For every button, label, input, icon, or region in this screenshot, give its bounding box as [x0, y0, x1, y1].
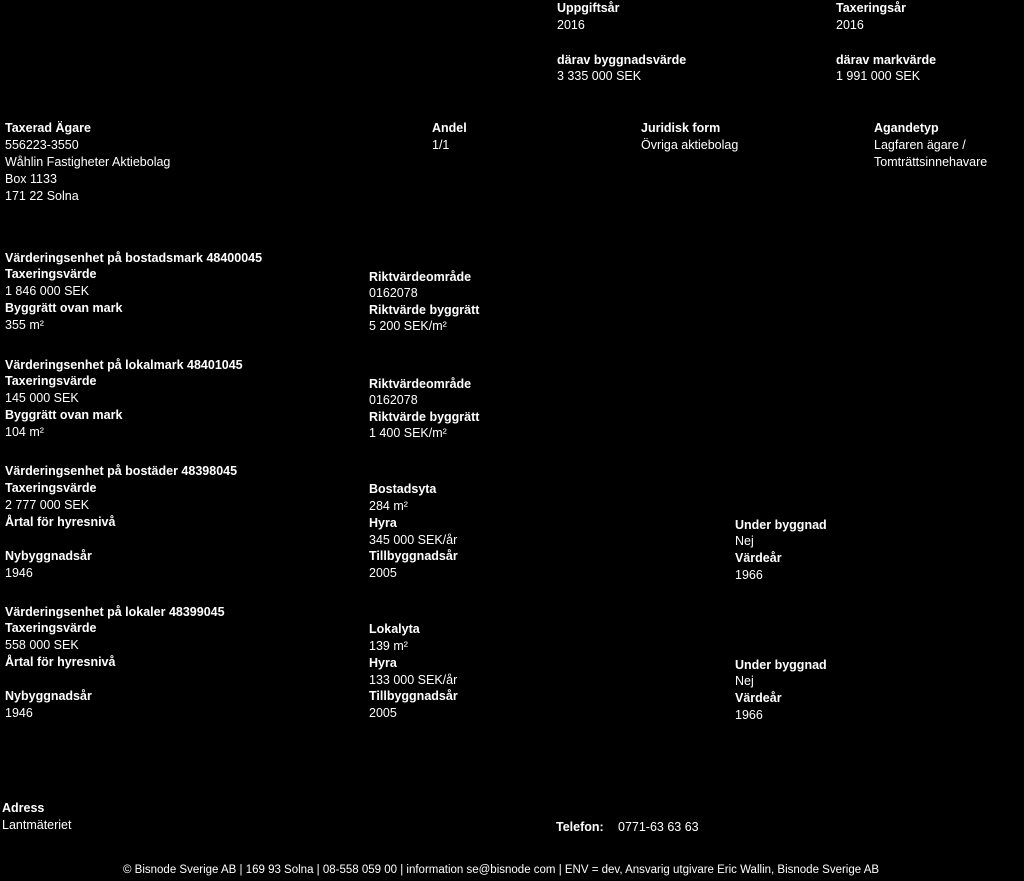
bostader-nybyggnadsar-label: Nybyggnadsår: [5, 549, 92, 563]
bostader-hyra-value: 345 000 SEK/år: [369, 533, 458, 547]
bostader-heading: Värderingsenhet på bostäder 48398045: [5, 464, 238, 478]
taxeringsar-label: Taxeringsår: [836, 1, 906, 15]
bostadsmark-riktvardeomrade-label: Riktvärdeområde: [369, 270, 472, 284]
bostader-tillbyggnadsar-value: 2005: [369, 566, 397, 580]
lokalmark-riktvarde-byggratt-label: Riktvärde byggrätt: [369, 410, 480, 424]
bostader-nybyggnadsar-value: 1946: [5, 566, 33, 580]
bostader-under-byggnad-label: Under byggnad: [735, 518, 827, 532]
bostadsmark-byggratt-value: 355 m²: [5, 318, 44, 332]
bostadsmark-taxeringsvarde-value: 1 846 000 SEK: [5, 284, 90, 298]
lokaler-yta-label: Lokalyta: [369, 622, 420, 636]
bostadsmark-riktvarde-byggratt-label: Riktvärde byggrätt: [369, 303, 480, 317]
lokaler-yta-value: 139 m²: [369, 639, 408, 653]
lokalmark-taxeringsvarde-label: Taxeringsvärde: [5, 374, 97, 388]
taxeringsar-value: 2016: [836, 18, 864, 32]
lokalmark-riktvardeomrade-value: 0162078: [369, 393, 418, 407]
bostader-vardear-label: Värdeår: [735, 551, 782, 565]
lokaler-under-byggnad-value: Nej: [735, 674, 754, 688]
owner-name: Wåhlin Fastigheter Aktiebolag: [5, 155, 171, 169]
andel-label: Andel: [432, 121, 467, 135]
agandetyp-value-line1: Lagfaren ägare /: [874, 138, 966, 152]
bostader-vardear-value: 1966: [735, 568, 763, 582]
uppgiftsar-value: 2016: [557, 18, 585, 32]
adress-value: Lantmäteriet: [2, 818, 72, 832]
bostadsmark-riktvarde-byggratt-value: 5 200 SEK/m²: [369, 319, 447, 333]
lokalmark-taxeringsvarde-value: 145 000 SEK: [5, 391, 79, 405]
adress-label: Adress: [2, 801, 45, 815]
lokaler-tillbyggnadsar-label: Tillbyggnadsår: [369, 689, 458, 703]
bostadsmark-taxeringsvarde-label: Taxeringsvärde: [5, 267, 97, 281]
bostader-yta-value: 284 m²: [369, 499, 408, 513]
lokaler-tillbyggnadsar-value: 2005: [369, 706, 397, 720]
bostader-taxeringsvarde-value: 2 777 000 SEK: [5, 498, 90, 512]
lokaler-under-byggnad-label: Under byggnad: [735, 658, 827, 672]
uppgiftsar-label: Uppgiftsår: [557, 1, 620, 15]
juridisk-form-label: Juridisk form: [641, 121, 721, 135]
lokaler-nybyggnadsar-label: Nybyggnadsår: [5, 689, 92, 703]
bostader-under-byggnad-value: Nej: [735, 534, 754, 548]
lokaler-heading: Värderingsenhet på lokaler 48399045: [5, 605, 225, 619]
lokalmark-riktvarde-byggratt-value: 1 400 SEK/m²: [369, 426, 447, 440]
juridisk-form-value: Övriga aktiebolag: [641, 138, 739, 152]
byggnadsvarde-value: 3 335 000 SEK: [557, 69, 642, 83]
bostader-taxeringsvarde-label: Taxeringsvärde: [5, 481, 97, 495]
markvarde-label: därav markvärde: [836, 53, 937, 67]
bostader-yta-label: Bostadsyta: [369, 482, 437, 496]
owner-address-line2: 171 22 Solna: [5, 189, 79, 203]
lokalmark-byggratt-label: Byggrätt ovan mark: [5, 408, 123, 422]
lokaler-hyra-value: 133 000 SEK/år: [369, 673, 458, 687]
bostadsmark-heading: Värderingsenhet på bostadsmark 48400045: [5, 251, 263, 265]
lokaler-vardear-label: Värdeår: [735, 691, 782, 705]
org-number: 556223-3550: [5, 138, 79, 152]
lokaler-artal-label: Årtal för hyresnivå: [5, 655, 116, 669]
bostader-hyra-label: Hyra: [369, 516, 397, 530]
lokaler-hyra-label: Hyra: [369, 656, 397, 670]
taxerad-agare-label: Taxerad Ägare: [5, 121, 91, 135]
owner-address-line1: Box 1133: [5, 172, 57, 186]
bostader-artal-label: Årtal för hyresnivå: [5, 515, 116, 529]
lokaler-taxeringsvarde-value: 558 000 SEK: [5, 638, 79, 652]
bostadsmark-riktvardeomrade-value: 0162078: [369, 286, 418, 300]
lokaler-nybyggnadsar-value: 1946: [5, 706, 33, 720]
footer-text: © Bisnode Sverige AB | 169 93 Solna | 08-558 059 00 | information se@bisnode com | ENV = dev, Ansvarig utgivare Eric Wallin, Bisnode Sverige AB: [123, 864, 880, 876]
bostadsmark-byggratt-label: Byggrätt ovan mark: [5, 301, 123, 315]
lokaler-vardear-value: 1966: [735, 708, 763, 722]
lokalmark-riktvardeomrade-label: Riktvärdeområde: [369, 377, 472, 391]
markvarde-value: 1 991 000 SEK: [836, 69, 921, 83]
andel-value: 1/1: [432, 138, 450, 152]
telefon-label: Telefon:: [556, 820, 604, 834]
agandetyp-value-line2: Tomträttsinnehavare: [874, 155, 988, 169]
agandetyp-label: Agandetyp: [874, 121, 939, 135]
bostader-tillbyggnadsar-label: Tillbyggnadsår: [369, 549, 458, 563]
lokalmark-byggratt-value: 104 m²: [5, 425, 44, 439]
lokaler-taxeringsvarde-label: Taxeringsvärde: [5, 621, 97, 635]
telefon-value: 0771-63 63 63: [618, 820, 699, 834]
lokalmark-heading: Värderingsenhet på lokalmark 48401045: [5, 358, 243, 372]
byggnadsvarde-label: därav byggnadsvärde: [557, 53, 687, 67]
